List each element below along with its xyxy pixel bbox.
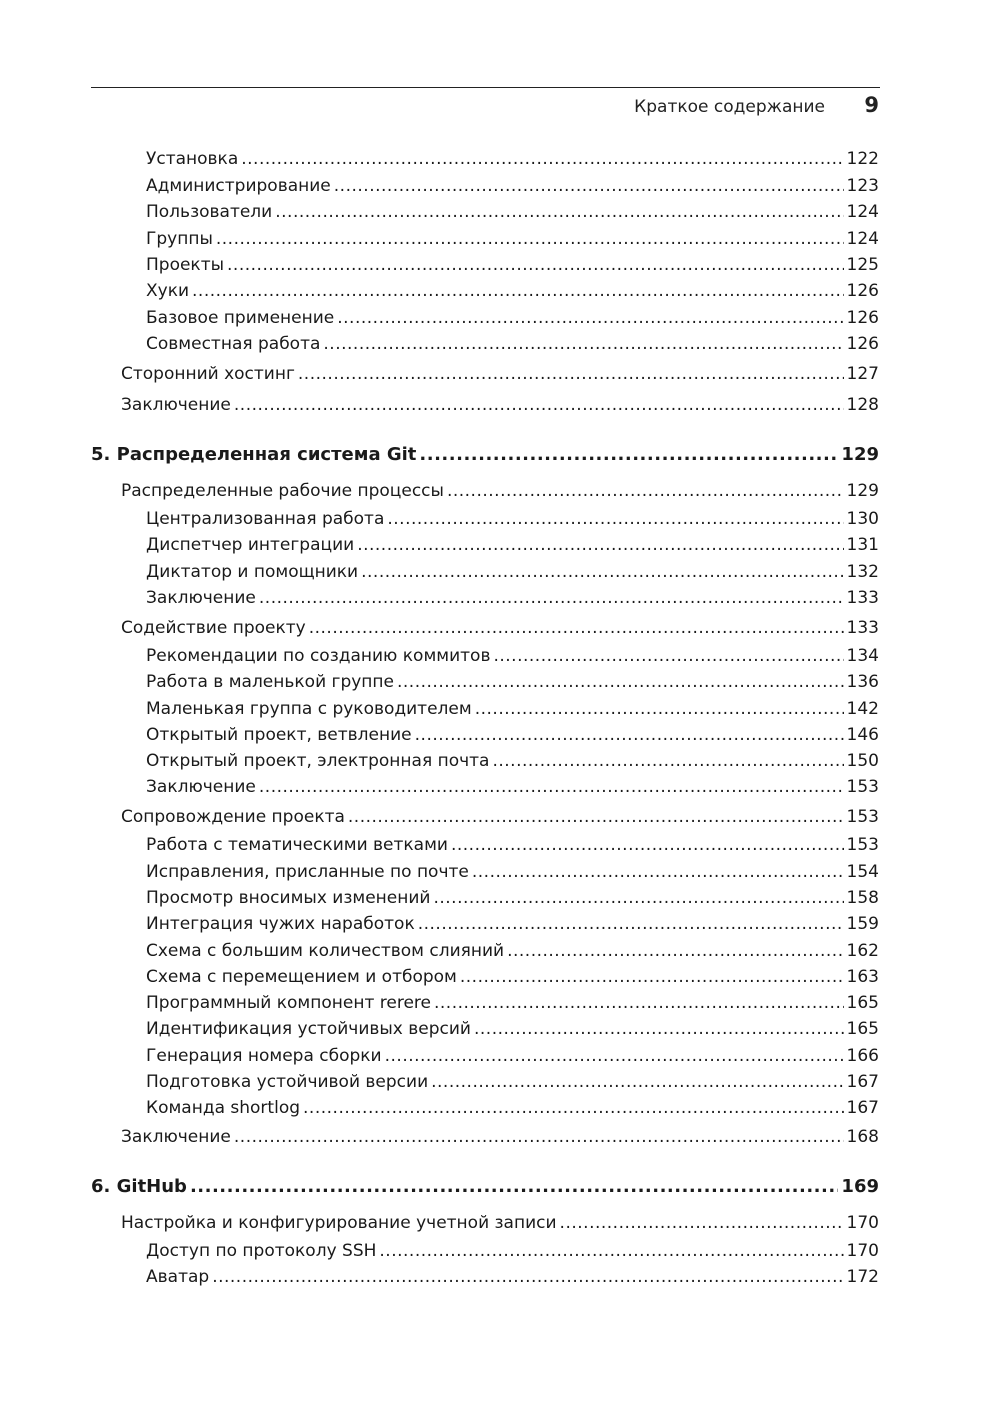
- toc-chapter-title: 5. Распределенная система Git: [91, 444, 417, 465]
- toc-chapter-page: 129: [841, 444, 879, 465]
- toc-entry-title: Сторонний хостинг: [121, 364, 295, 384]
- toc-entry[interactable]: [146, 255, 879, 275]
- dot-leader: [379, 1241, 843, 1261]
- toc-entry-title: Заключение: [121, 395, 231, 415]
- toc-entry[interactable]: [146, 229, 879, 249]
- toc-entry-page: 126: [846, 281, 879, 301]
- toc-entry-page: 127: [846, 364, 879, 384]
- toc-entry[interactable]: [146, 835, 879, 855]
- toc-entry[interactable]: [146, 334, 879, 354]
- toc-entry-title: Проекты: [146, 255, 225, 275]
- toc-entry-page: 133: [846, 618, 879, 638]
- toc-entry-page: 153: [846, 807, 879, 827]
- toc-entry[interactable]: [121, 481, 879, 501]
- toc-entry[interactable]: [121, 395, 879, 415]
- dot-leader: [361, 562, 843, 582]
- toc-entry-title: Диктатор и помощники: [146, 562, 359, 582]
- toc-entry-title: Распределенные рабочие процессы: [121, 481, 444, 501]
- dot-leader: [472, 862, 844, 882]
- toc-entry-page: 125: [846, 255, 879, 275]
- toc-entry-page: 129: [846, 481, 879, 501]
- toc-entry[interactable]: [146, 1098, 879, 1118]
- dot-leader: [234, 1127, 844, 1147]
- toc-entry-title: Заключение: [121, 1127, 231, 1147]
- dot-leader: [309, 618, 844, 638]
- toc-entry-title: Содействие проекту: [121, 618, 306, 638]
- toc-entry[interactable]: [146, 509, 879, 529]
- toc-entry-page: 168: [846, 1127, 879, 1147]
- toc-entry-page: 123: [846, 176, 879, 196]
- toc-entry[interactable]: [146, 993, 879, 1013]
- toc-entry[interactable]: [146, 1072, 879, 1092]
- dot-leader: [415, 725, 844, 745]
- toc-entry[interactable]: [146, 777, 879, 797]
- toc-entry-page: 126: [846, 334, 879, 354]
- dot-leader: [493, 646, 843, 666]
- toc-entry-page: 124: [846, 202, 879, 222]
- toc-entry[interactable]: [146, 308, 879, 328]
- toc-entry-page: 146: [846, 725, 879, 745]
- dot-leader: [323, 334, 843, 354]
- toc-entry[interactable]: [146, 941, 879, 961]
- toc-entry-title: Маленькая группа с руководителем: [146, 699, 472, 719]
- toc-entry[interactable]: [146, 1241, 879, 1261]
- toc-entry-title: Пользователи: [146, 202, 273, 222]
- toc-entry-title: Установка: [146, 149, 239, 169]
- dot-leader: [460, 967, 844, 987]
- toc-entry-title: Схема с перемещением и отбором: [146, 967, 457, 987]
- dot-leader: [303, 1098, 844, 1118]
- toc-entry[interactable]: [146, 672, 879, 692]
- dot-leader: [492, 751, 843, 771]
- toc-entry[interactable]: [146, 149, 879, 169]
- dot-leader: [507, 941, 843, 961]
- dot-leader: [212, 1267, 843, 1287]
- toc-entry[interactable]: [146, 588, 879, 608]
- dot-leader: [241, 149, 843, 169]
- toc-entry-title: Интеграция чужих наработок: [146, 914, 415, 934]
- toc-entry-title: Аватар: [146, 1267, 210, 1287]
- dot-leader: [259, 588, 844, 608]
- toc-entry-title: Исправления, присланные по почте: [146, 862, 469, 882]
- toc-entry-page: 166: [846, 1046, 879, 1066]
- dot-leader: [387, 509, 843, 529]
- toc-entry-title: Настройка и конфигурирование учетной записи: [121, 1213, 557, 1233]
- toc-entry-page: 170: [846, 1213, 879, 1233]
- toc-chapter[interactable]: [91, 445, 879, 465]
- dot-leader: [216, 229, 844, 249]
- toc-entry-page: 131: [846, 535, 879, 555]
- toc-entry[interactable]: [146, 562, 879, 582]
- running-header-page-number: 9: [864, 93, 879, 117]
- toc-entry[interactable]: [146, 751, 879, 771]
- dot-leader: [433, 888, 843, 908]
- dot-leader: [227, 255, 844, 275]
- toc-entry-title: Программный компонент rerere: [146, 993, 431, 1013]
- toc-entry-page: 133: [846, 588, 879, 608]
- toc-entry-page: 159: [846, 914, 879, 934]
- toc-chapter-page: 169: [841, 1176, 879, 1197]
- dot-leader: [234, 395, 844, 415]
- header-rule: [91, 87, 880, 88]
- dot-leader: [431, 1072, 843, 1092]
- toc-entry[interactable]: [146, 281, 879, 301]
- dot-leader: [348, 807, 844, 827]
- dot-leader: [334, 176, 844, 196]
- toc-entry-page: 136: [846, 672, 879, 692]
- toc-entry[interactable]: [146, 888, 879, 908]
- toc-entry-page: 132: [846, 562, 879, 582]
- toc-entry-title: Централизованная работа: [146, 509, 385, 529]
- toc-entry-title: Заключение: [146, 588, 256, 608]
- toc-entry-page: 158: [846, 888, 879, 908]
- toc-entry-title: Идентификация устойчивых версий: [146, 1019, 471, 1039]
- dot-leader: [337, 308, 843, 328]
- toc-entry-title: Группы: [146, 229, 213, 249]
- dot-leader: [357, 535, 843, 555]
- toc-entry-page: 153: [846, 835, 879, 855]
- dot-leader: [385, 1046, 844, 1066]
- dot-leader: [190, 1177, 838, 1197]
- toc-entry-page: 150: [846, 751, 879, 771]
- toc-entry[interactable]: [121, 1127, 879, 1147]
- toc-entry[interactable]: [121, 1213, 879, 1233]
- toc-entry-title: Доступ по протоколу SSH: [146, 1241, 377, 1261]
- toc-entry[interactable]: [146, 202, 879, 222]
- toc-entry-title: Совместная работа: [146, 334, 321, 354]
- dot-leader: [298, 364, 844, 384]
- toc-entry-title: Диспетчер интеграции: [146, 535, 355, 555]
- toc-entry-title: Генерация номера сборки: [146, 1046, 382, 1066]
- toc-entry-title: Открытый проект, электронная почта: [146, 751, 490, 771]
- toc-entry-title: Рекомендации по созданию коммитов: [146, 646, 491, 666]
- dot-leader: [397, 672, 844, 692]
- toc-entry-title: Администрирование: [146, 176, 331, 196]
- toc-entry-page: 167: [846, 1098, 879, 1118]
- toc-entry[interactable]: [121, 364, 879, 384]
- toc-entry-page: 122: [846, 149, 879, 169]
- toc-entry[interactable]: [146, 725, 879, 745]
- toc-entry[interactable]: [121, 807, 879, 827]
- toc-entry[interactable]: [146, 1046, 879, 1066]
- dot-leader: [418, 914, 844, 934]
- toc-entry-title: Подготовка устойчивой версии: [146, 1072, 429, 1092]
- toc-entry[interactable]: [146, 862, 879, 882]
- toc-entry[interactable]: [146, 914, 879, 934]
- toc-entry-page: 153: [846, 777, 879, 797]
- toc-entry[interactable]: [146, 1019, 879, 1039]
- toc-entry-page: 170: [846, 1241, 879, 1261]
- toc-entry-title: Открытый проект, ветвление: [146, 725, 412, 745]
- toc-entry-page: 165: [846, 1019, 879, 1039]
- dot-leader: [192, 281, 844, 301]
- toc-entry[interactable]: [146, 535, 879, 555]
- toc-entry-page: 126: [846, 308, 879, 328]
- toc-entry-title: Работа с тематическими ветками: [146, 835, 448, 855]
- toc-chapter-title: 6. GitHub: [91, 1176, 187, 1197]
- toc-entry-title: Базовое применение: [146, 308, 335, 328]
- toc-entry-page: 128: [846, 395, 879, 415]
- dot-leader: [259, 777, 844, 797]
- toc-entry-page: 154: [846, 862, 879, 882]
- toc-chapter[interactable]: [91, 1177, 879, 1197]
- toc-entry-title: Хуки: [146, 281, 190, 301]
- toc-entry-title: Просмотр вносимых изменений: [146, 888, 431, 908]
- toc-entry-page: 124: [846, 229, 879, 249]
- toc-entry-page: 167: [846, 1072, 879, 1092]
- dot-leader: [475, 699, 844, 719]
- toc-entry-page: 142: [846, 699, 879, 719]
- toc-entry-title: Команда shortlog: [146, 1098, 301, 1118]
- dot-leader: [275, 202, 843, 222]
- dot-leader: [560, 1213, 844, 1233]
- toc-entry-page: 130: [846, 509, 879, 529]
- toc-entry-title: Схема с большим количеством слияний: [146, 941, 505, 961]
- toc-entry[interactable]: [121, 618, 879, 638]
- toc-entry-page: 162: [846, 941, 879, 961]
- dot-leader: [434, 993, 844, 1013]
- running-header-title: Краткое содержание: [634, 97, 825, 117]
- dot-leader: [451, 835, 844, 855]
- toc-entry[interactable]: [146, 699, 879, 719]
- dot-leader: [474, 1019, 844, 1039]
- toc-entry[interactable]: [146, 646, 879, 666]
- toc-entry-title: Заключение: [146, 777, 256, 797]
- toc-entry-title: Работа в маленькой группе: [146, 672, 394, 692]
- toc-entry-page: 134: [846, 646, 879, 666]
- toc-entry-page: 163: [846, 967, 879, 987]
- dot-leader: [447, 481, 844, 501]
- toc-entry[interactable]: [146, 1267, 879, 1287]
- toc-entry[interactable]: [146, 967, 879, 987]
- toc-entry[interactable]: [146, 176, 879, 196]
- toc-entry-title: Сопровождение проекта: [121, 807, 345, 827]
- dot-leader: [419, 445, 838, 465]
- toc-entry-page: 172: [846, 1267, 879, 1287]
- toc-entry-page: 165: [846, 993, 879, 1013]
